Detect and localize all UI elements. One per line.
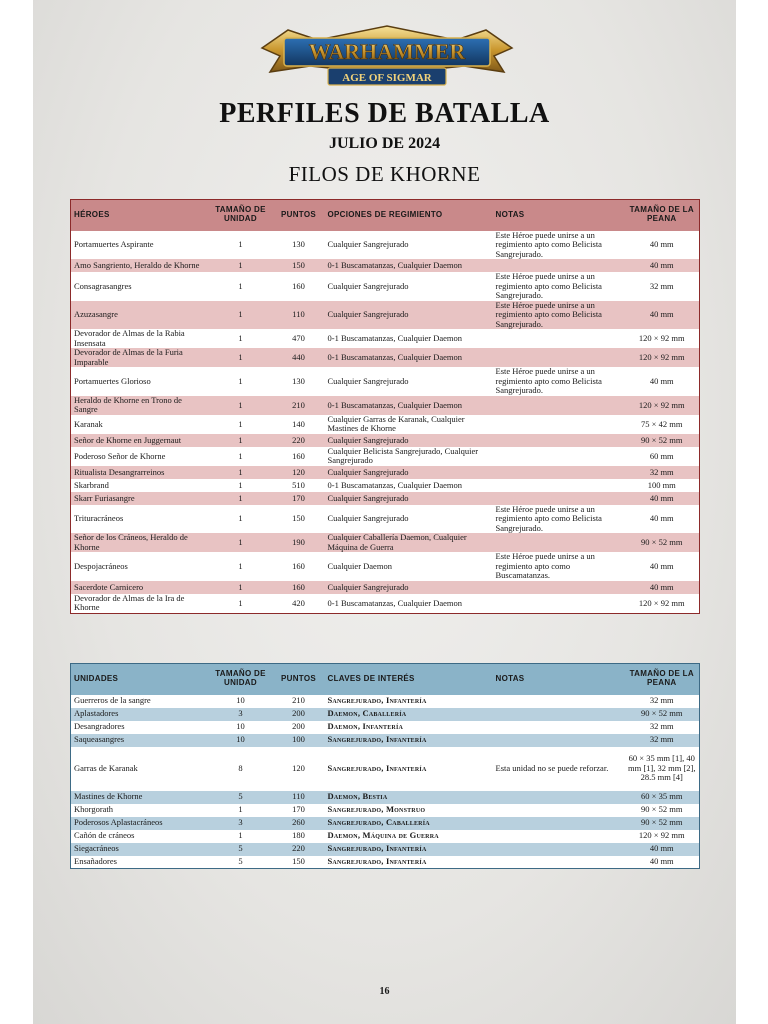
unit-size-cell: 1 <box>238 351 243 362</box>
notes-cell <box>493 447 625 466</box>
base-size-cell: 32 mm <box>649 280 674 291</box>
regiment-options-cell: Cualquier Sangrejurado <box>327 239 409 250</box>
unit-name-cell: Despojacráneos <box>74 560 128 571</box>
base-size-cell: 40 mm <box>649 581 674 592</box>
unit-name-cell: Sacerdote Carnicero <box>74 581 144 592</box>
base-size-cell: 32 mm <box>649 695 674 706</box>
unit-name-cell: Poderoso Señor de Khorne <box>74 450 166 461</box>
unit-name-cell: Ensañadores <box>74 855 117 866</box>
unit-size-cell: 1 <box>238 239 243 250</box>
points-cell: 120 <box>292 762 305 773</box>
unit-size-cell: 1 <box>238 466 243 477</box>
points-cell: 470 <box>292 332 305 343</box>
hero-row <box>71 396 700 415</box>
hero-row <box>71 348 700 367</box>
points-cell: 160 <box>292 450 305 461</box>
points-cell: 160 <box>292 560 305 571</box>
keywords-cell: Sangrejurado, Infantería <box>327 855 427 866</box>
hero-row <box>71 259 700 272</box>
unit-row <box>71 843 700 856</box>
points-cell: 420 <box>292 597 305 608</box>
unit-size-cell: 1 <box>238 450 243 461</box>
points-cell: 150 <box>292 855 305 866</box>
points-cell: 160 <box>292 581 305 592</box>
unit-size-cell: 1 <box>238 434 243 445</box>
unit-name-cell: Siegacráneos <box>74 843 119 854</box>
hero-row <box>71 479 700 492</box>
unit-size-cell: 1 <box>238 479 243 490</box>
unit-size-cell: 3 <box>238 817 243 828</box>
notes-cell <box>493 533 625 552</box>
unit-row <box>71 817 700 830</box>
unit-name-cell: Ritualista Desangrarreinos <box>74 466 165 477</box>
unit-row <box>71 695 700 708</box>
regiment-options-cell: Cualquier Garras de Karanak, Cualquier Mastines de Khorne <box>327 414 465 434</box>
base-size-cell: 40 mm <box>649 855 674 866</box>
regiment-options-cell: 0-1 Buscamatanzas, Cualquier Daemon <box>327 332 463 343</box>
base-size-cell: 90 × 52 mm <box>641 708 683 719</box>
points-cell: 260 <box>292 817 305 828</box>
unit-name-cell: Trituracráneos <box>74 513 124 524</box>
unit-row <box>71 734 700 747</box>
unit-row <box>71 804 700 817</box>
notes-cell <box>493 434 625 447</box>
header-cell: TAMAÑO DE LA PEANA <box>629 205 694 224</box>
regiment-options-cell: Cualquier Sangrejurado <box>327 581 409 592</box>
unit-name-cell: Aplastadores <box>74 708 119 719</box>
unit-size-cell: 1 <box>238 597 243 608</box>
unit-size-cell: 10 <box>236 734 245 745</box>
base-size-cell: 40 mm <box>649 513 674 524</box>
unit-size-cell: 1 <box>238 418 243 429</box>
unit-size-cell: 1 <box>238 513 243 524</box>
unit-name-cell: Heraldo de Khorne en Trono de Sangre <box>74 395 182 415</box>
regiment-options-cell: Cualquier Sangrejurado <box>327 513 409 524</box>
unit-size-cell: 5 <box>238 855 243 866</box>
unit-name-cell: Cañón de cráneos <box>74 830 135 841</box>
hero-row <box>71 367 700 396</box>
header-cell: OPCIONES DE REGIMIENTO <box>327 209 443 219</box>
notes-cell <box>493 594 625 614</box>
unit-size-cell: 10 <box>236 695 245 706</box>
unit-row <box>71 721 700 734</box>
hero-row <box>71 533 700 552</box>
regiment-options-cell: Cualquier Sangrejurado <box>327 492 409 503</box>
base-size-cell: 32 mm <box>649 466 674 477</box>
unit-size-cell: 1 <box>238 399 243 410</box>
logo-bottom-text: AGE OF SIGMAR <box>342 72 432 84</box>
header-cell: PUNTOS <box>281 209 316 219</box>
unit-name-cell: Skarbrand <box>74 479 109 490</box>
notes-cell <box>493 804 625 817</box>
notes-cell <box>493 791 625 804</box>
unit-name-cell: Portamuertes Glorioso <box>74 375 151 386</box>
notes-cell <box>493 817 625 830</box>
notes-cell <box>493 581 625 594</box>
base-size-cell: 40 mm <box>649 375 674 386</box>
points-cell: 150 <box>292 513 305 524</box>
regiment-options-cell: Cualquier Sangrejurado <box>327 466 409 477</box>
header-cell: NOTAS <box>495 209 525 219</box>
base-size-cell: 90 × 52 mm <box>641 537 683 548</box>
unit-name-cell: Azuzasangre <box>74 309 118 320</box>
notes-cell <box>493 396 625 415</box>
date-subtitle: JULIO DE 2024 <box>328 135 441 152</box>
regiment-options-cell: Cualquier Sangrejurado <box>327 375 409 386</box>
unit-name-cell: Guerreros de la sangre <box>74 695 151 706</box>
hero-row <box>71 552 700 581</box>
notes-cell: Este Héroe puede unirse a un regimiento apto como Belicista Sangrejurado. <box>495 504 602 533</box>
points-cell: 210 <box>292 399 305 410</box>
faction-title: FILOS DE KHORNE <box>288 162 481 186</box>
hero-row <box>71 415 700 434</box>
keywords-cell: Sangrejurado, Infantería <box>327 762 427 773</box>
base-size-cell: 40 mm <box>649 309 674 320</box>
unit-name-cell: Devorador de Almas de la Furia Imparable <box>74 348 183 367</box>
hero-row <box>71 505 700 534</box>
notes-cell: Este Héroe puede unirse a un regimiento apto como Belicista Sangrejurado. <box>495 272 602 301</box>
hero-row <box>71 329 700 348</box>
hero-row <box>71 594 700 614</box>
unit-name-cell: Desangradores <box>74 721 125 732</box>
header-cell: NOTAS <box>495 673 525 683</box>
points-cell: 170 <box>292 492 305 503</box>
base-size-cell: 120 × 92 mm <box>638 597 685 608</box>
keywords-cell: Sangrejurado, Caballería <box>327 817 430 828</box>
points-cell: 100 <box>292 734 305 745</box>
regiment-options-cell: Cualquier Sangrejurado <box>327 309 409 320</box>
points-cell: 190 <box>292 537 305 548</box>
warhammer-logo <box>258 22 516 92</box>
regiment-options-cell: Cualquier Daemon <box>327 560 392 571</box>
regiment-options-cell: 0-1 Buscamatanzas, Cualquier Daemon <box>327 479 463 490</box>
hero-row <box>71 492 700 505</box>
unit-size-cell: 1 <box>238 375 243 386</box>
header-cell: TAMAÑO DE UNIDAD <box>215 669 266 688</box>
base-size-cell: 60 × 35 mm [1], 40 mm [1], 32 mm [2], 28.5 mm [4] <box>627 753 696 783</box>
base-size-cell: 90 × 52 mm <box>641 804 683 815</box>
unit-size-cell: 10 <box>236 721 245 732</box>
points-cell: 510 <box>292 479 305 490</box>
regiment-options-cell: Cualquier Caballería Daemon, Cualquier Máquina de Guerra <box>327 533 467 552</box>
keywords-cell: Daemon, Máquina de Guerra <box>327 830 439 841</box>
hero-row <box>71 272 700 301</box>
notes-cell: Este Héroe puede unirse a un regimiento apto como Belicista Sangrejurado. <box>495 300 602 329</box>
unit-name-cell: Devorador de Almas de la Rabia Insensata <box>74 329 185 348</box>
points-cell: 210 <box>292 695 305 706</box>
unit-size-cell: 3 <box>238 708 243 719</box>
base-size-cell: 32 mm <box>649 721 674 732</box>
notes-cell <box>493 348 625 367</box>
heroes-table <box>70 199 700 614</box>
unit-size-cell: 1 <box>238 332 243 343</box>
base-size-cell: 40 mm <box>649 259 674 270</box>
notes-cell: Este Héroe puede unirse a un regimiento apto como Belicista Sangrejurado. <box>495 367 602 396</box>
unit-name-cell: Skarr Furiasangre <box>74 492 135 503</box>
page-number: 16 <box>379 986 390 997</box>
unit-name-cell: Amo Sangriento, Heraldo de Khorne <box>74 259 200 270</box>
regiment-options-cell: 0-1 Buscamatanzas, Cualquier Daemon <box>327 399 463 410</box>
base-size-cell: 40 mm <box>649 843 674 854</box>
notes-cell <box>493 466 625 479</box>
base-size-cell: 90 × 52 mm <box>641 817 683 828</box>
unit-name-cell: Poderosos Aplastacráneos <box>74 817 163 828</box>
unit-name-cell: Consagrasangres <box>74 280 132 291</box>
base-size-cell: 40 mm <box>649 560 674 571</box>
keywords-cell: Sangrejurado, Monstruo <box>327 804 426 815</box>
regiment-options-cell: Cualquier Belicista Sangrejurado, Cualquier Sangrejurado <box>327 446 479 466</box>
base-size-cell: 120 × 92 mm <box>638 830 685 841</box>
base-size-cell: 40 mm <box>649 239 674 250</box>
points-cell: 110 <box>292 309 305 320</box>
page <box>33 0 736 1024</box>
base-size-cell: 120 × 92 mm <box>638 332 685 343</box>
units-table <box>70 663 700 869</box>
unit-name-cell: Señor de los Cráneos, Heraldo de Khorne <box>74 533 188 552</box>
points-cell: 200 <box>292 708 305 719</box>
header-cell: CLAVES DE INTERÉS <box>327 673 415 683</box>
unit-name-cell: Señor de Khorne en Juggernaut <box>74 434 182 445</box>
unit-size-cell: 8 <box>238 762 243 773</box>
keywords-cell: Sangrejurado, Infantería <box>327 843 427 854</box>
regiment-options-cell: Cualquier Sangrejurado <box>327 280 409 291</box>
notes-cell <box>493 708 625 721</box>
page-title: PERFILES DE BATALLA <box>219 98 550 129</box>
unit-name-cell: Garras de Karanak <box>74 762 138 773</box>
regiment-options-cell: 0-1 Buscamatanzas, Cualquier Daemon <box>327 351 463 362</box>
unit-size-cell: 1 <box>238 581 243 592</box>
keywords-cell: Daemon, Caballería <box>327 708 407 719</box>
points-cell: 200 <box>292 721 305 732</box>
notes-cell <box>493 479 625 492</box>
unit-size-cell: 1 <box>238 280 243 291</box>
points-cell: 220 <box>292 434 305 445</box>
base-size-cell: 100 mm <box>647 479 676 490</box>
base-size-cell: 32 mm <box>649 734 674 745</box>
notes-cell: Este Héroe puede unirse a un regimiento apto como Belicista Sangrejurado. <box>495 230 602 259</box>
base-size-cell: 120 × 92 mm <box>638 351 685 362</box>
points-cell: 220 <box>292 843 305 854</box>
header-cell: UNIDADES <box>74 673 119 683</box>
notes-cell: Esta unidad no se puede reforzar. <box>495 762 609 773</box>
hero-row <box>71 466 700 479</box>
notes-cell <box>493 856 625 869</box>
unit-name-cell: Saqueasangres <box>74 734 125 745</box>
hero-row <box>71 434 700 447</box>
units-header-row <box>71 664 700 695</box>
header-cell: TAMAÑO DE LA PEANA <box>629 669 694 688</box>
points-cell: 130 <box>292 375 305 386</box>
heroes-header-row <box>71 200 700 231</box>
unit-name-cell: Karanak <box>74 418 103 429</box>
unit-size-cell: 1 <box>238 804 243 815</box>
unit-size-cell: 1 <box>238 560 243 571</box>
unit-name-cell: Mastines de Khorne <box>74 791 143 802</box>
notes-cell <box>493 695 625 708</box>
unit-row <box>71 708 700 721</box>
logo-top-text: WARHAMMER <box>308 39 466 64</box>
notes-cell <box>493 259 625 272</box>
keywords-cell: Sangrejurado, Infantería <box>327 695 427 706</box>
notes-cell <box>493 329 625 348</box>
points-cell: 170 <box>292 804 305 815</box>
unit-size-cell: 1 <box>238 830 243 841</box>
header-cell: HÉROES <box>74 209 110 219</box>
base-size-cell: 90 × 52 mm <box>641 434 683 445</box>
notes-cell <box>493 830 625 843</box>
notes-cell <box>493 415 625 434</box>
unit-name-cell: Khorgorath <box>74 804 114 815</box>
unit-row <box>71 830 700 843</box>
notes-cell <box>493 492 625 505</box>
unit-size-cell: 1 <box>238 259 243 270</box>
keywords-cell: Daemon, Infantería <box>327 721 404 732</box>
hero-row <box>71 447 700 466</box>
base-size-cell: 75 × 42 mm <box>641 418 683 429</box>
notes-cell <box>493 734 625 747</box>
base-size-cell: 120 × 92 mm <box>638 399 685 410</box>
regiment-options-cell: 0-1 Buscamatanzas, Cualquier Daemon <box>327 597 463 608</box>
unit-row <box>71 747 700 791</box>
base-size-cell: 60 × 35 mm <box>641 791 683 802</box>
unit-row <box>71 856 700 869</box>
base-size-cell: 40 mm <box>649 492 674 503</box>
unit-name-cell: Portamuertes Aspirante <box>74 239 154 250</box>
unit-row <box>71 791 700 804</box>
hero-row <box>71 301 700 330</box>
unit-name-cell: Devorador de Almas de la Ira de Khorne <box>74 593 185 613</box>
header-cell: PUNTOS <box>281 673 316 683</box>
keywords-cell: Sangrejurado, Infantería <box>327 734 427 745</box>
unit-size-cell: 1 <box>238 537 243 548</box>
base-size-cell: 60 mm <box>649 450 674 461</box>
unit-size-cell: 5 <box>238 843 243 854</box>
notes-cell <box>493 721 625 734</box>
regiment-options-cell: Cualquier Sangrejurado <box>327 434 409 445</box>
hero-row <box>71 581 700 594</box>
points-cell: 150 <box>292 259 305 270</box>
points-cell: 110 <box>292 791 305 802</box>
notes-cell: Este Héroe puede unirse a un regimiento apto como Buscamatanzas. <box>495 552 595 581</box>
points-cell: 140 <box>292 418 305 429</box>
unit-size-cell: 1 <box>238 309 243 320</box>
hero-row <box>71 231 700 260</box>
points-cell: 180 <box>292 830 305 841</box>
notes-cell <box>493 843 625 856</box>
regiment-options-cell: 0-1 Buscamatanzas, Cualquier Daemon <box>327 259 463 270</box>
points-cell: 120 <box>292 466 305 477</box>
keywords-cell: Daemon, Bestia <box>327 791 388 802</box>
unit-size-cell: 1 <box>238 492 243 503</box>
points-cell: 130 <box>292 239 305 250</box>
points-cell: 440 <box>292 351 305 362</box>
header-cell: TAMAÑO DE UNIDAD <box>215 205 266 224</box>
points-cell: 160 <box>292 280 305 291</box>
unit-size-cell: 5 <box>238 791 243 802</box>
